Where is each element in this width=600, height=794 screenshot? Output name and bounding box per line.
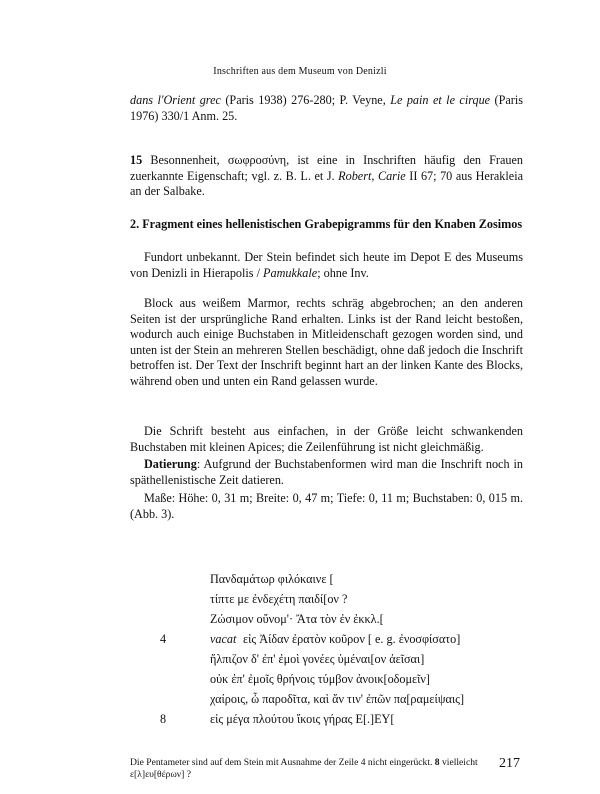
paragraph-footnote-14-end: dans l'Orient grec (Paris 1938) 276-280; P. Veyne, Le pain et le cirque (Paris 1976) 330/1 Anm. 25. bbox=[130, 93, 523, 123]
inscription-line: ἤλπιζον δ' ἐπ' ἐμοὶ γονέες ὑμέναι[ον ἀεῖσαι] bbox=[210, 652, 425, 666]
paragraph-schrift: Die Schrift besteht aus einfachen, in der Größe leicht schwankenden Buchstaben mit kleinen Apices; die Zeilenführung ist nicht gleichmäßig. bbox=[130, 424, 523, 454]
line-number: 8 bbox=[160, 712, 167, 726]
page-number: 217 bbox=[499, 756, 520, 771]
inscription-line: τίπτε με ἐνδεχέτη παιδί[ον ? bbox=[210, 592, 348, 606]
inscription-line: οὐκ ἐπ' ἐμοῖς θρήνοις τύμβον ἀνοικ[οδομεῖν] bbox=[210, 672, 430, 686]
inscription-line: 8 εἰς μέγα πλούτου ἴκοις γήρας Ε[.]ΕΥ[ bbox=[160, 712, 395, 726]
paragraph-masse: Maße: Höhe: 0, 31 m; Breite: 0, 47 m; Tiefe: 0, 11 m; Buchstaben: 0, 015 m. (Abb. 3). bbox=[130, 491, 523, 521]
footnote-15: 15 Besonnenheit, σωφροσύνη, ist eine in Inschriften häufig den Frauen zuerkannte Eigenschaft; vgl. z. B. L. et J. Robert, Carie II 67; 70 aus Herakleia an der Salbake. bbox=[130, 153, 523, 198]
running-head: Inschriften aus dem Museum von Denizli bbox=[213, 66, 387, 77]
section-heading: 2. Fragment eines hellenistischen Grabepigramms für den Knaben Zosimos bbox=[130, 217, 523, 231]
apparatus-note: Die Pentameter sind auf dem Stein mit Ausnahme der Zeile 4 nicht eingerückt. 8 vielleicht ε[λ]ευ[θέρων] ? bbox=[130, 757, 478, 780]
inscription-line: Πανδαμάτωρ φιλόκαινε [ bbox=[210, 572, 334, 586]
footnote-number: 15 bbox=[130, 153, 143, 167]
paragraph-block-description: Block aus weißem Marmor, rechts schräg abgebrochen; an den anderen Seiten ist der ursprüngliche Rand erhalten. Links ist der Rand leicht bestoßen, wodurch auch einige Buchstaben in Mitleidenschaft gezogen worden sind, und unten ist der Stein an mehreren Stellen beschädigt, ohne daß jedoch die Inschrift betroffen ist. Der Text der Inschrift beginnt hart an der linken Kante des Blocks, während oben und unten ein Rand gelassen wurde. bbox=[130, 296, 523, 388]
paragraph-datierung: Datierung: Aufgrund der Buchstabenformen wird man die Inschrift noch in späthellenistische Zeit datieren. bbox=[130, 457, 523, 487]
inscription-line: χαίροις, ὦ παροδῖτα, καὶ ἄν τιν' ἐπῶν πα[ραμείψαις] bbox=[210, 692, 465, 706]
inscription-line: Ζώσιμον οὔνομ'· Ἄτα τὸν ἐν ἐκκλ.[ bbox=[210, 612, 384, 626]
line-number: 4 bbox=[160, 632, 167, 646]
vacat-mark: vacat bbox=[210, 632, 237, 646]
paragraph-fundort: Fundort unbekannt. Der Stein befindet sich heute im Depot E des Museums von Denizli in Hierapolis / Pamukkale; ohne Inv. bbox=[130, 250, 523, 280]
inscription-line: 4 vacat εἰς Ἀίδαν ἐρατὸν κοῦρον [ e. g. ἐνοσφίσατο] bbox=[160, 632, 461, 646]
